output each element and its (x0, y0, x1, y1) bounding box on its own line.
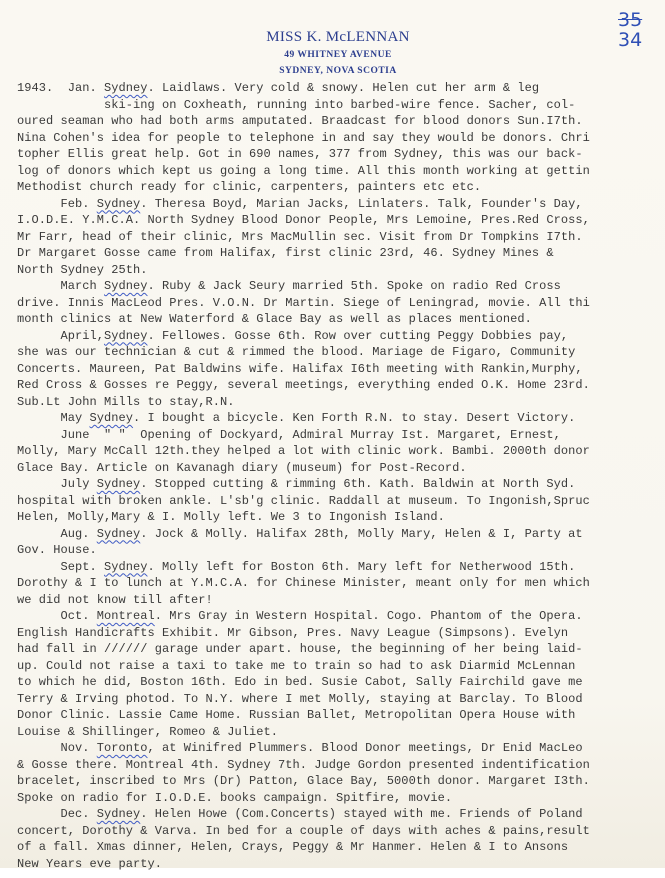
diary-line (17, 592, 665, 609)
diary-line (17, 410, 665, 427)
diary-line (17, 196, 665, 213)
diary-line (17, 328, 665, 345)
diary-line (17, 790, 665, 807)
diary-line (17, 113, 665, 130)
diary-line (17, 394, 665, 411)
underlined-place: Sydney (89, 411, 134, 425)
underlined-place: Sydney (96, 807, 141, 821)
diary-line (17, 130, 665, 147)
line-text: . Fellowes. Gosse 6th. Row over cutting Peggy Dobbies pay, (147, 328, 569, 343)
line-text: . Laidlaws. Very cold & snowy. Helen cut her arm & leg (147, 81, 540, 95)
line-text: Louise & Shillinger, Romeo & Juliet. (17, 724, 279, 739)
line-text: hospital with broken ankle. L'sb'g clinic. Raddall at museum. To Ingonish,Spruc (17, 493, 590, 508)
handwritten-page-number (618, 10, 662, 50)
letterhead (248, 28, 428, 79)
line-text: Dr Margaret Gosse came from Halifax, first clinic 23rd, 46. Sydney Mines & (17, 246, 554, 260)
diary-line (17, 460, 665, 477)
line-text: Glace Bay. Article on Kavanagh diary (museum) for Post-Record. (17, 460, 467, 475)
line-text: she was our technician & cut & rimmed the blood. Mariage de Figaro, Community (17, 345, 576, 359)
line-text: Dec. (17, 807, 97, 821)
underlined-place: Toronto (96, 741, 148, 755)
underlined-place: Sydney (104, 279, 148, 293)
line-text: ski-ing on Coxheath, running into barbed-wire fence. Sacher, col- (17, 97, 576, 112)
diary-line (17, 526, 665, 543)
line-text: Nina Cohen's idea for people to telephone in and say they would be donors. Chri (17, 130, 590, 145)
struck-page-number: 35 (618, 9, 643, 31)
diary-line (17, 625, 665, 642)
line-text: New Years eve party. (17, 856, 163, 871)
line-text: concert, Dorothy & Varva. In bed for a couple of days with aches & pains,result (17, 823, 590, 838)
diary-line (17, 163, 665, 180)
diary-line (17, 509, 665, 526)
diary-line (17, 476, 665, 493)
line-text: . Jock & Molly. Halifax 28th, Molly Mary, Helen & I, Party at (140, 526, 583, 541)
underlined-place: Sydney (104, 328, 148, 343)
line-text: May (17, 411, 90, 425)
diary-line (17, 212, 665, 229)
diary-line (17, 839, 665, 856)
diary-line (17, 361, 665, 378)
line-text: Aug. (17, 526, 97, 541)
line-text: Methodist church ready for clinic, carpenters, painters etc etc. (17, 180, 482, 194)
diary-line (17, 707, 665, 724)
line-text: . Stopped cutting & rimming 6th. Kath. Baldwin at North Syd. (140, 477, 576, 491)
line-text: Mr Farr, head of their clinic, Mrs MacMullin sec. Visit from Dr Tompkins I7th. (17, 229, 583, 244)
line-text: topher Ellis great help. Got in 690 names, 377 from Sydney, this was our back- (17, 147, 583, 161)
diary-line (17, 724, 665, 741)
letterhead-name: MISS K. McLENNAN (266, 29, 410, 45)
diary-line (17, 773, 665, 790)
line-text: . Helen Howe (Com.Concerts) stayed with me. Friends of Poland (140, 807, 583, 821)
line-text: July (17, 477, 97, 491)
diary-line (17, 740, 665, 757)
diary-line (17, 559, 665, 576)
line-text: . Molly left for Boston 6th. Mary left for Netherwood 15th. (147, 559, 576, 574)
line-text: . Theresa Boyd, Marian Jacks, Linlaters. Talk, Founder's Day, (140, 196, 583, 211)
line-text: Red Cross & Gosses re Peggy, several meetings, everything ended O.K. Home 23rd. (17, 378, 590, 392)
line-text: Dorothy & I to lunch at Y.M.C.A. for Chinese Minister, meant only for men which (17, 576, 590, 590)
diary-line (17, 295, 665, 312)
underlined-place: Sydney (96, 477, 141, 491)
letterhead-street: 49 WHITNEY AVENUE (284, 50, 392, 60)
diary-line (17, 344, 665, 361)
underlined-place: Sydney (96, 526, 141, 541)
line-text: , at Winifred Plummers. Blood Donor meetings, Dr Enid MacLeo (147, 741, 583, 755)
diary-line (17, 311, 665, 328)
line-text: . Ruby & Jack Seury married 5th. Spoke on radio Red Cross (147, 279, 561, 293)
diary-line (17, 97, 665, 114)
diary-line (17, 377, 665, 394)
diary-line (17, 80, 665, 97)
diary-line (17, 179, 665, 196)
underlined-place: Sydney (104, 559, 148, 574)
underlined-place: Montreal (96, 609, 155, 623)
diary-line (17, 278, 665, 295)
line-text: of a fall. Xmas dinner, Helen, Crays, Peggy & Mr Hanmer. Helen & I to Ansons (17, 840, 569, 854)
diary-line (17, 674, 665, 691)
line-text: Terry & Irving photod. To N.Y. where I met Molly, staying at Barclay. To Blood (17, 691, 583, 706)
current-page-number: 34 (618, 29, 643, 51)
line-text: April, (17, 328, 105, 343)
line-text: Gov. House. (17, 543, 97, 557)
diary-line (17, 608, 665, 625)
diary-line (17, 229, 665, 246)
line-text: had fall in ////// garage under apart. house, the beginning of her being laid- (17, 642, 583, 656)
diary-line (17, 262, 665, 279)
line-text: . Mrs Gray in Western Hospital. Cogo. Phantom of the Opera. (154, 609, 583, 623)
letterhead-city: SYDNEY, NOVA SCOTIA (279, 66, 397, 76)
line-text: Concerts. Maureen, Pat Baldwins wife. Halifax I6th meeting with Rankin,Murphy, (17, 361, 583, 376)
line-text: up. Could not raise a taxi to take me to train so had to ask Diarmid McLennan (17, 658, 576, 673)
diary-line (17, 245, 665, 262)
line-text: . I bought a bicycle. Ken Forth R.N. to stay. Desert Victory. (133, 411, 576, 425)
diary-line (17, 146, 665, 163)
line-text: to which he did, Boston 16th. Edo in bed. Susie Cabot, Sally Fairchild gave me (17, 675, 583, 689)
line-text: & Gosse there. Montreal 4th. Sydney 7th. Judge Gordon presented indentification (17, 757, 590, 772)
line-text: 1943. Jan. (17, 81, 105, 95)
line-text: I.O.D.E. Y.M.C.A. North Sydney Blood Donor People, Mrs Lemoine, Pres.Red Cross, (17, 213, 590, 227)
diary-line (17, 823, 665, 840)
line-text: Feb. (17, 196, 97, 211)
diary-line (17, 691, 665, 708)
diary-line (17, 658, 665, 675)
diary-line (17, 493, 665, 510)
line-text: Spoke on radio for I.O.D.E. books campaign. Spitfire, movie. (17, 790, 453, 805)
line-text: Molly, Mary McCall 12th.they helped a lot with clinic work. Bambi. 2000th donor (17, 444, 590, 458)
line-text: Helen, Molly,Mary & I. Molly left. We 3 to Ingonish Island. (17, 510, 445, 524)
diary-line (17, 575, 665, 592)
line-text: Sub.Lt John Mills to stay,R.N. (17, 394, 235, 409)
diary-line (17, 757, 665, 774)
line-text: we did not know till after! (17, 592, 213, 607)
typed-diary-text (17, 80, 665, 872)
diary-line (17, 856, 665, 873)
line-text: drive. Innis MacLeod Pres. V.O.N. Dr Martin. Siege of Leningrad, movie. All thi (17, 295, 590, 310)
diary-line (17, 427, 665, 444)
line-text: Oct. (17, 609, 97, 623)
line-text: March (17, 279, 105, 293)
line-text: log of donors which kept us going a long time. All this month working at gettin (17, 163, 590, 178)
underlined-place: Sydney (104, 81, 148, 95)
line-text: month clinics at New Waterford & Glace Bay as well as places mentioned. (17, 312, 532, 326)
diary-line (17, 806, 665, 823)
underlined-place: Sydney (96, 196, 141, 211)
diary-line (17, 443, 665, 460)
line-text: oured seaman who had both arms amputated. Braadcast for blood donors Sun.I7th. (17, 114, 583, 128)
line-text: Sept. (17, 559, 105, 574)
diary-line (17, 542, 665, 559)
line-text: English Handicrafts Exhibit. Mr Gibson, Pres. Navy League (Simpsons). Evelyn (17, 625, 569, 640)
line-text: North Sydney 25th. (17, 262, 148, 277)
line-text: Nov. (17, 741, 97, 755)
diary-line (17, 641, 665, 658)
line-text: June " " Opening of Dockyard, Admiral Murray Ist. Margaret, Ernest, (17, 427, 561, 442)
line-text: bracelet, inscribed to Mrs (Dr) Patton, Glace Bay, 5000th donor. Margaret I3th. (17, 774, 590, 788)
line-text: Donor Clinic. Lassie Came Home. Russian Ballet, Metropolitan Opera House with (17, 708, 576, 722)
